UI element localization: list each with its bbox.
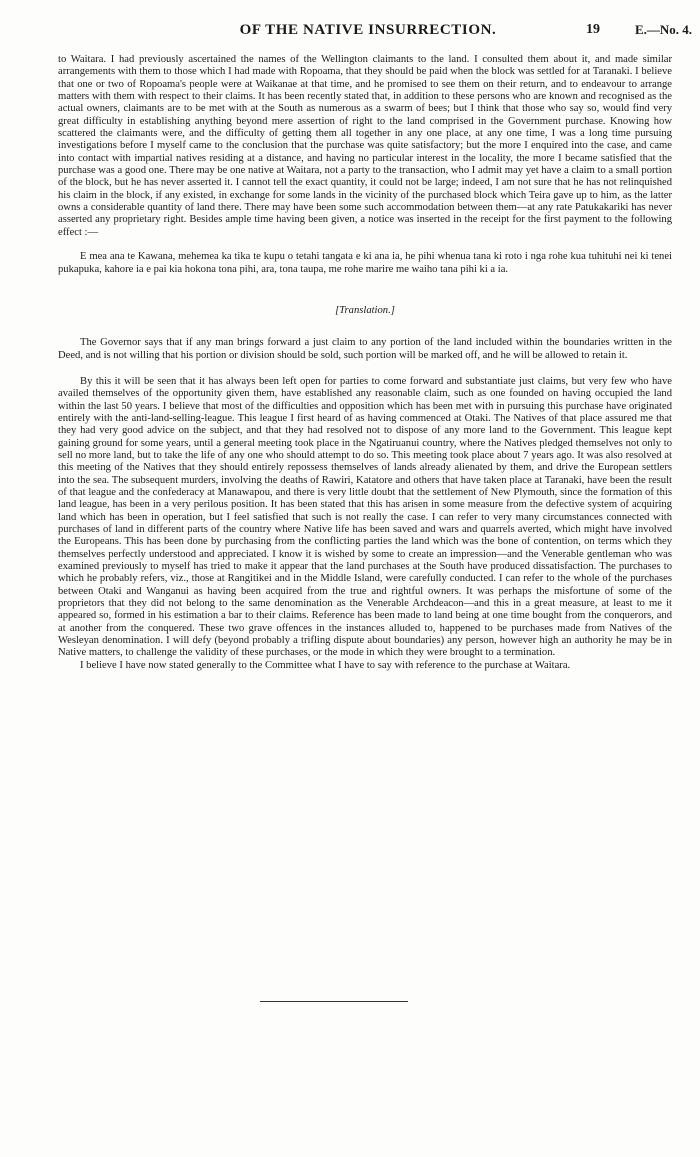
document-reference: E.—No. 4. <box>634 22 692 37</box>
body-text <box>58 54 672 672</box>
paragraph-league: By this it will be seen that it has always been left open for parties to come forward and substantiate just claims, but very few who have availed themselves of the opportunity given them, have established any reasonable claim, such as one founded on having occupied the land within the last 50 years. I believe that most of the difficulties and opposition which has been met with in pursuing this purchase have originated entirely with the anti-land-selling-league. This league I first heard of as having commenced at Otaki. The Natives of that place assured me that they had very good advice on the subject, and that they had resolved not to dispose of any more land to the Government. This league kept gaining ground for some years, until a general meeting took place in the Ngatiruanui country, where the Natives pledged themselves not only to sell no more land, but to take the life of any one who should attempt to do so. This meeting took place about 7 years ago. It was also resolved at this meeting of the Natives that they should entirely repossess themselves of lands already alienated by them, and drive the European settlers into the sea. The subsequent murders, involving the deaths of Rawiri, Katatore and others that have taken place at Taranaki, have been the result of that league and the confederacy at Manawapou, and there is very little doubt that the settlement of New Plymouth, since the formation of this land league, has been in a very perilous position. It has been stated that this has arisen in some measure from the defective system of acquiring land which has been in operation, but I feel satisfied that such is not really the case. I can refer to very many circumstances connected with purchases of land in different parts of the country where Native life has been saved and wars and quarrels averted, which might have involved the Europeans. This has been done by purchasing from the conflicting parties the land which was the bone of contention, on terms which they themselves perfectly understood and appreciated. I know it is wished by some to create an impression—and the Venerable gentleman who was examined previously to myself has tried to make it appear that the land purchases at the South have produced dissatisfaction. The purchases to which he probably refers, viz., those at Rangitikei and in the Middle Island, were carefully conducted. I can refer to the whole of the purchases between Otaki and Wanganui as having been acquired from the true and rightful owners. It was perhaps the misfortune of some of the proprietors that they did not belong to the same denomination as the Venerable Archdeacon—and this in a great measure, at least to me it appeared so, formed in his estimation a bar to their claims. Reference has been made to land being at one time bought from the conquerors, and at another from the conquered. These two grave offences in the instances alluded to, happened to be purchases made from Natives of the Wesleyan denomination. I will defy (beyond probably a trifling dispute about boundaries) any person, however high an authority he may be in Native matters, to challenge the validity of these purchases, or the mode in which they were brought to a termination. <box>58 375 672 659</box>
paragraph-closing: I believe I have now stated generally to the Committee what I have to say with reference to the purchase at Waitara. <box>80 659 571 671</box>
page-number: 19 <box>586 22 600 37</box>
running-title: OF THE NATIVE INSURRECTION. <box>239 22 497 38</box>
maori-notice: E mea ana te Kawana, mehemea ka tika te kupu o tetahi tangata e ki ana ia, he pihi whenua tana ki roto i nga rohe kua tuhituhi nei ki tenei pukapuka, kahore ia e pai kia hokona tona pihi, ara, tona taupa, me rohe marire me waiho tana pihi ki a ia. <box>58 251 672 275</box>
closing-rule <box>260 1001 408 1002</box>
paragraph-continuation: to Waitara. I had previously ascertained the names of the Wellington claimants to the land. I consulted them about it, and made similar arrangements with them to those which I had made with Ropoama, that they should be paid when the block was settled for at Taranaki. I believe that one or two of Ropoama's people were at Waikanae at that time, and he promised to see them on their return, and to endeavour to arrange matters with them with respect to their claims. It has been recently stated that, in addition to these persons who are known and recognised as the actual owners, claimants are to be met with at the South as numerous as a swarm of bees; but I think that those who say so, would find very great difficulty in establishing anything beyond mere assertion of right to the land comprised in the Government purchase. Knowing how scattered the claimants were, and the difficulty of getting them all together in any one place, at any one time, I was a long time pursuing investigations before I myself came to the conclusion that the purchase was quite satisfactory; but the more I enquired into the case, and came into contact with impartial natives residing at a distance, and having no particular interest in the locality, the more I became satisfied that the purchase was a good one. There may be one native at Waitara, not a party to the transaction, who I admit may yet have a claim to a small portion of the block, but he has never asserted it. I cannot tell the exact quantity, it could not be large; indeed, I am not sure that he has not relinquished his claim in the block, if any existed, in exchange for some lands in the vicinity of the purchased block which Teira gave up to him, as the latter owns a considerable quantity of land there. There may have been some such accommodation between them—at any rate Patukakariki has never asserted any proprietary right. Besides ample time having been given, a notice was inserted in the receipt for the first payment to the following effect :— <box>58 54 672 238</box>
page-header <box>58 22 692 42</box>
translation-paragraph: The Governor says that if any man brings forward a just claim to any portion of the land included within the boundaries written in the Deed, and is not willing that his portion or division should be sold, such portion will be marked off, and he will be allowed to retain it. <box>58 337 672 361</box>
translation-heading: [Translation.] <box>335 304 395 316</box>
